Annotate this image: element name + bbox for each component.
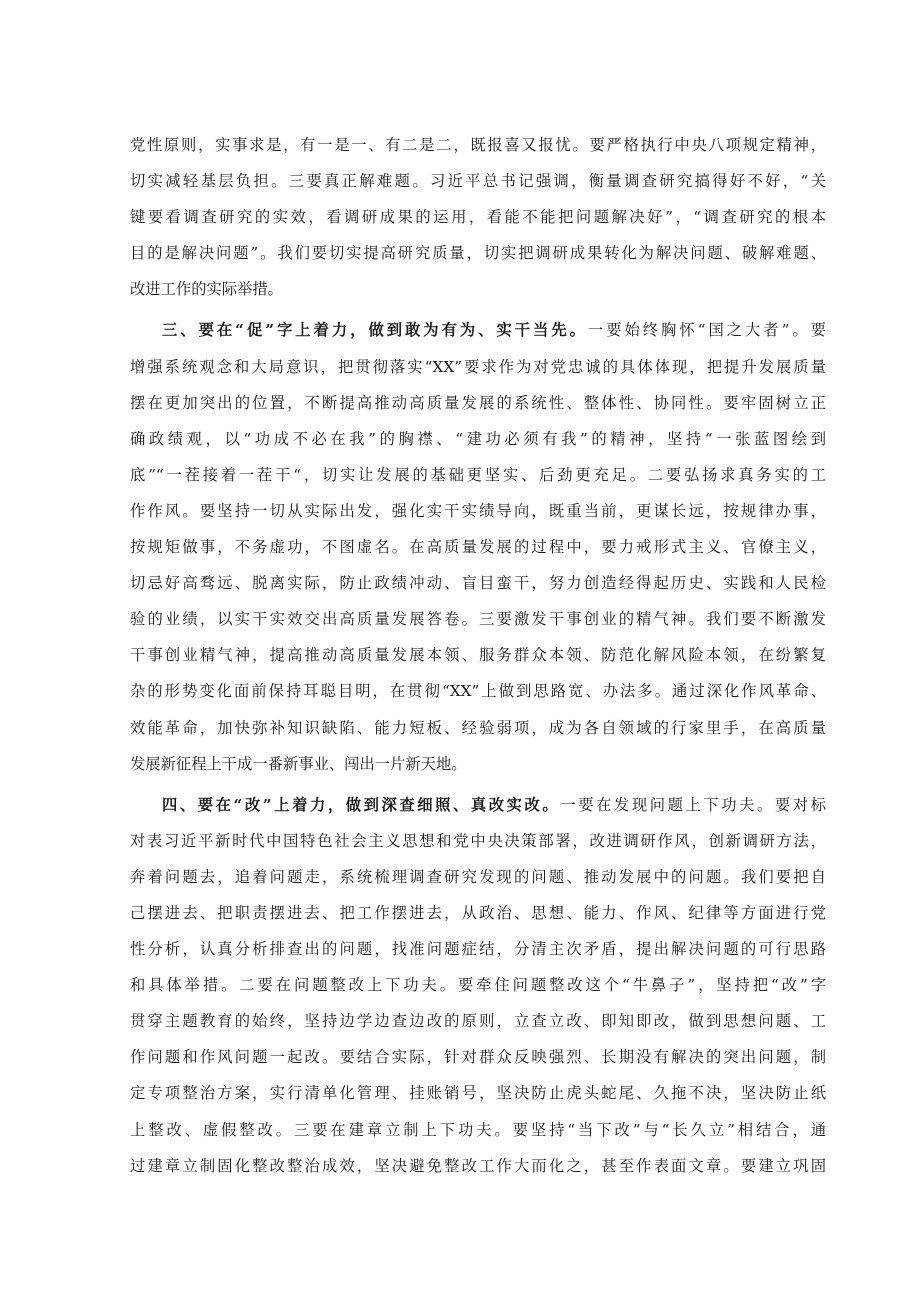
text-line: 奔着问题去，追着问题走，系统梳理调查研究发现的问题、推动发展中的问题。我们要把自 xyxy=(130,867,826,886)
paragraph-2 xyxy=(130,312,826,781)
document-page xyxy=(130,127,826,1184)
section-heading: 三、要在“促”字上着力，做到敢为有为、实干当先。 xyxy=(162,321,588,340)
section-heading: 四、要在“改”上着力，做到深查细照、真改实改。 xyxy=(162,795,561,814)
text-line: 作问题和作风问题一起改。要结合实际，针对群众反映强烈、长期没有解决的突出问题，制 xyxy=(130,1048,826,1067)
text-line: 性分析，认真分析排查出的问题，找准问题症结，分清主次矛盾，提出解决问题的可行思路 xyxy=(130,940,826,959)
paragraph-1 xyxy=(130,127,826,307)
paragraph-first-line xyxy=(130,312,826,348)
text-line: 切实减轻基层负担。三要真正解难题。习近平总书记强调，衡量调查研究搞得好不好，“关 xyxy=(130,172,826,191)
text-line: 过建章立制固化整改整治成效，坚决避免整改工作大而化之，甚至作表面文章。要建立巩固 xyxy=(130,1156,826,1175)
text-run: 一要始终胸怀“国之大者”。要 xyxy=(587,321,826,340)
text-line: 底”“一茬接着一茬干“，切实让发展的基础更坚实、后劲更充足。二要弘扬求真务实的工 xyxy=(130,465,826,484)
text-run: 一要在发现问题上下功夫。要对标 xyxy=(560,795,826,814)
text-line: 效能革命，加快弥补知识缺陷、能力短板、经验弱项，成为各自领域的行家里手，在高质量 xyxy=(130,718,826,737)
text-line: 上整改、虚假整改。三要在建章立制上下功夫。要坚持“当下改”与“长久立”相结合，通 xyxy=(130,1120,826,1139)
text-line: 和具体举措。二要在问题整改上下功夫。要牵住问题整改这个“牛鼻子”，坚持把“改”字 xyxy=(130,976,826,995)
text-line: 目的是解决问题”。我们要切实提高研究质量，切实把调研成果转化为解决问题、破解难题、 xyxy=(130,244,826,263)
text-line: 按规矩做事，不务虚功，不图虚名。在高质量发展的过程中，要力戒形式主义、官僚主义， xyxy=(130,538,826,557)
text-line: 改进工作的实际举措。 xyxy=(130,280,283,299)
text-line: 对表习近平新时代中国特色社会主义思想和党中央决策部署，改进调研作风，创新调研方法， xyxy=(130,831,826,850)
text-line: 确政绩观，以“功成不必在我”的胸襟、“建功必须有我”的精神，坚持“一张蓝图绘到 xyxy=(130,429,826,448)
text-line: 党性原则，实事求是，有一是一、有二是二，既报喜又报忧。要严格执行中央八项规定精神， xyxy=(130,136,826,154)
text-line: 作作风。要坚持一切从实际出发，强化实干实绩导向，既重当前，更谋长远，按规律办事， xyxy=(130,501,826,520)
paragraph-3 xyxy=(130,787,826,1184)
text-line: 贯穿主题教育的始终，坚持边学边查边改的原则，立查立改、即知即改，做到思想问题、工 xyxy=(130,1012,826,1031)
text-line: 键要看调查研究的实效，看调研成果的运用，看能不能把问题解决好”，“调查研究的根本 xyxy=(130,208,826,227)
text-line: 摆在更加突出的位置，不断提高推动高质量发展的系统性、整体性、协同性。要牢固树立正 xyxy=(130,393,826,412)
text-line: 验的业绩，以实干实效交出高质量发展答卷。三要激发干事创业的精气神。我们要不断激发 xyxy=(130,610,826,629)
text-line: 杂的形势变化面前保持耳聪目明，在贯彻“XX”上做到思路宽、办法多。通过深化作风革命、 xyxy=(130,682,826,701)
paragraph-first-line xyxy=(130,787,826,823)
text-line: 干事创业精气神，提高推动高质量发展本领、服务群众本领、防范化解风险本领，在纷繁复 xyxy=(130,646,826,665)
text-line: 己摆进去、把职责摆进去、把工作摆进去，从政治、思想、能力、作风、纪律等方面进行党 xyxy=(130,903,826,922)
text-line: 定专项整治方案，实行清单化管理、挂账销号，坚决防止虎头蛇尾、久拖不决，坚决防止纸 xyxy=(130,1084,826,1103)
text-line: 切忌好高骛远、脱离实际，防止政绩冲动、盲目蛮干，努力创造经得起历史、实践和人民检 xyxy=(130,574,826,593)
text-line: 增强系统观念和大局意识，把贯彻落实“XX”要求作为对党忠诚的具体体现，把提升发展质量 xyxy=(130,357,826,376)
text-line: 发展新征程上干成一番新事业、闯出一片新天地。 xyxy=(130,754,467,773)
